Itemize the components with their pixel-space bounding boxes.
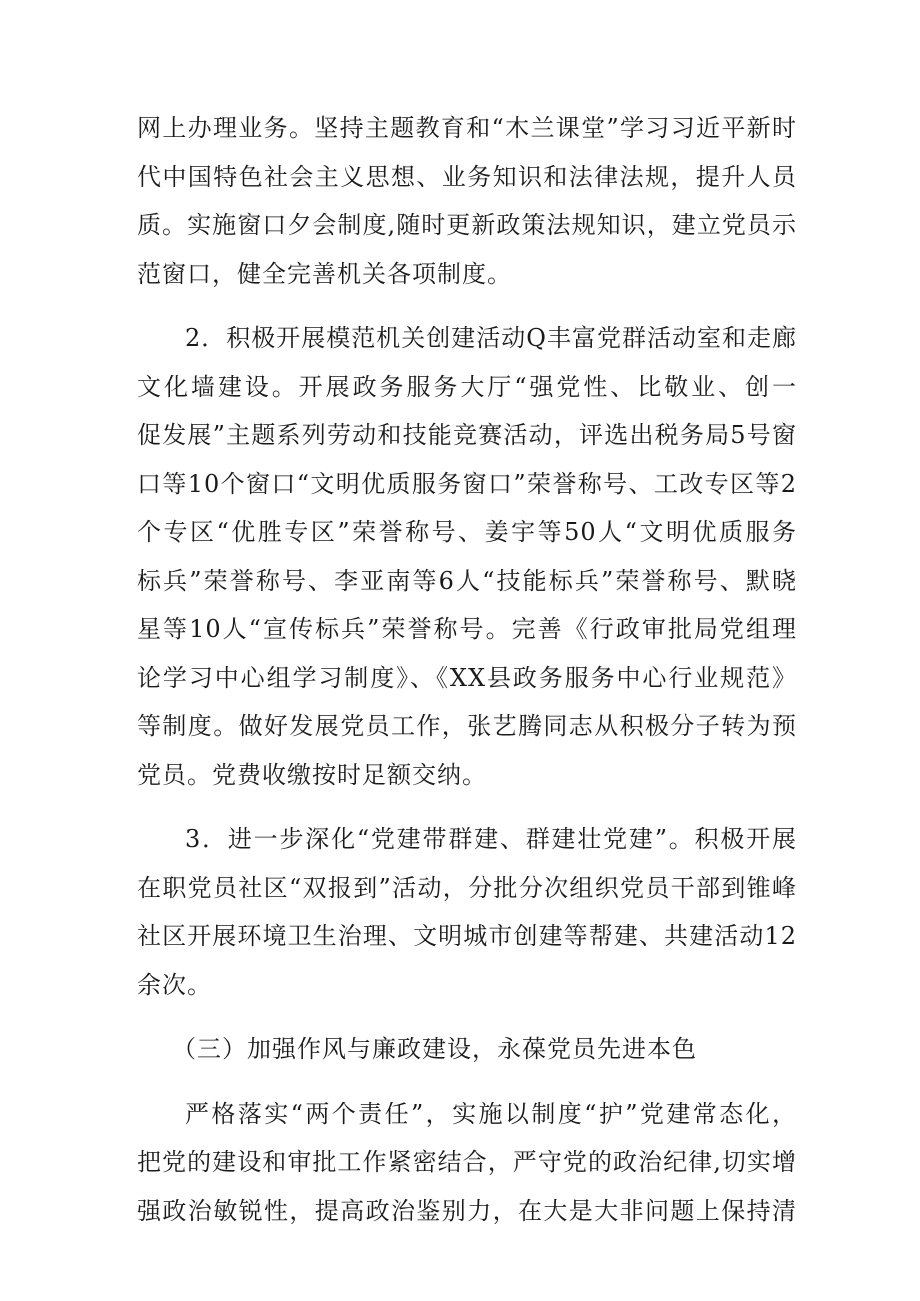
paragraph-line: 个专区“优胜专区”荣誉称号、姜宇等50人“文明优质服务 bbox=[137, 518, 797, 546]
paragraph-line: 文化墙建设。开展政务服务大厅“强党性、比敬业、创一 bbox=[137, 372, 797, 401]
document-body bbox=[137, 104, 797, 1235]
paragraph-line: 2．积极开展模范机关创建活动Q丰富党群活动室和走廊 bbox=[185, 324, 797, 352]
paragraph-line: 严格落实“两个责任”，实施以制度“护”党建常态化， bbox=[185, 1099, 797, 1128]
paragraph-line: 代中国特色社会主义思想、业务知识和法律法规，提升人员 bbox=[137, 162, 797, 191]
paragraph-line: 强政治敏锐性，提高政治鉴别力，在大是大非问题上保持清 bbox=[137, 1196, 797, 1225]
paragraph-line: 网上办理业务。坚持主题教育和“木兰课堂”学习习近平新时 bbox=[137, 114, 797, 142]
paragraph-line: 口等10个窗口“文明优质服务窗口”荣誉称号、工改专区等2 bbox=[137, 469, 797, 498]
paragraph-4 bbox=[137, 1090, 797, 1236]
paragraph-line: 社区开展环境卫生治理、文明城市创建等帮建、共建活动12 bbox=[137, 922, 797, 950]
paragraph-2 bbox=[137, 314, 797, 799]
paragraph-line: 星等10人“宣传标兵”荣誉称号。完善《行政审批局党组理 bbox=[137, 615, 797, 643]
paragraph-1 bbox=[137, 104, 797, 298]
paragraph-3 bbox=[137, 815, 797, 1009]
paragraph-line: 党员。党费收缴按时足额交纳。 bbox=[137, 760, 487, 789]
paragraph-line: 质。实施窗口夕会制度,随时更新政策法规知识，建立党员示 bbox=[137, 211, 797, 239]
paragraph-line: 在职党员社区“双报到”活动，分批分次组织党员干部到锥峰 bbox=[137, 873, 797, 902]
paragraph-line: 标兵”荣誉称号、李亚南等6人“技能标兵”荣誉称号、默晓 bbox=[137, 566, 797, 595]
section-heading: （三）加强作风与廉政建设，永葆党员先进本色 bbox=[172, 1035, 697, 1063]
paragraph-line: 范窗口，健全完善机关各项制度。 bbox=[137, 259, 512, 288]
paragraph-line: 3．进一步深化“党建带群建、群建壮党建”。积极开展 bbox=[185, 825, 797, 853]
paragraph-line: 余次。 bbox=[137, 970, 212, 999]
paragraph-line: 把党的建设和审批工作紧密结合，严守党的政治纪律,切实增 bbox=[137, 1148, 797, 1176]
paragraph-line: 论学习中心组学习制度》、《XX县政务服务中心行业规范》 bbox=[137, 663, 797, 692]
paragraph-line: 等制度。做好发展党员工作，张艺腾同志从积极分子转为预 bbox=[137, 712, 797, 740]
paragraph-line: 促发展”主题系列劳动和技能竞赛活动，评选出税务局5号窗 bbox=[137, 421, 797, 449]
